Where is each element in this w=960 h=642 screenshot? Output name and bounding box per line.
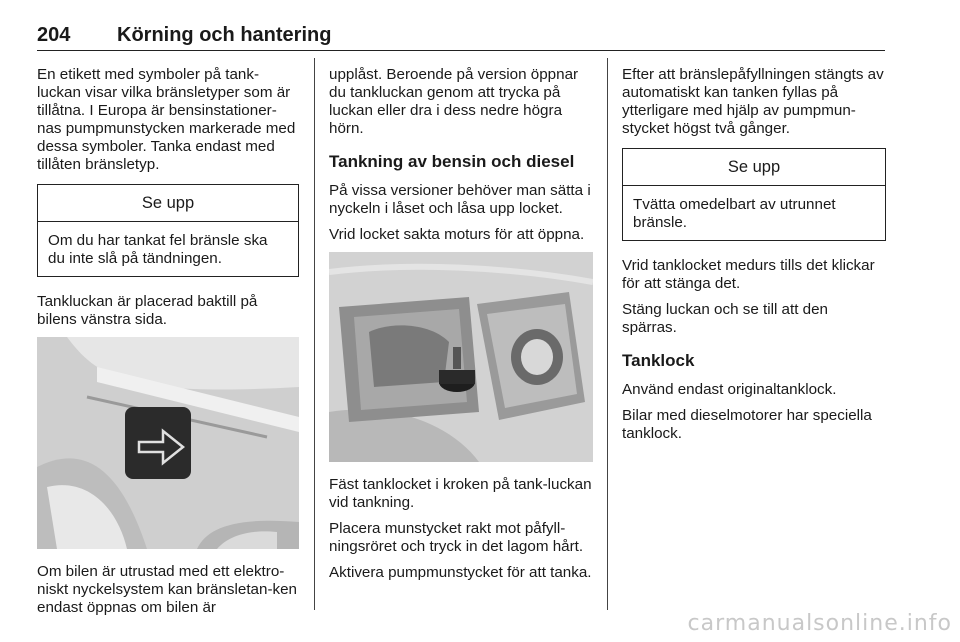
- paragraph: Om bilen är utrustad med ett elektro-niskt nyckelsystem kan bränsletan-ken endast öppnas om bilen är: [37, 563, 297, 616]
- caution-box: [37, 184, 299, 277]
- section-heading: Tanklock: [622, 351, 695, 370]
- chapter-title: Körning och hantering: [117, 24, 332, 46]
- page-number: 204: [37, 24, 71, 46]
- paragraph: En etikett med symboler på tank-luckan visar vilka bränsletyper som är tillåtna. I Europa är bensinstationer-nas pumpmunstycken markerade med dessa symboler. Tanka endast med tillåten bränsletyp.: [37, 66, 296, 173]
- caution-box: [622, 148, 886, 241]
- paragraph: Fäst tanklocket i kroken på tank-luckan vid tankning.: [329, 476, 592, 511]
- page-header: [37, 22, 885, 51]
- paragraph: upplåst. Beroende på version öppnar du tankluckan genom att trycka på luckan eller dra i dess nedre högra hörn.: [329, 66, 579, 137]
- caution-title: Se upp: [38, 185, 298, 222]
- paragraph: Efter att bränslepåfyllningen stängts av automatiskt kan tanken fyllas på ytterligare med hjälp av pumpmun-stycket högst två gånger.: [622, 66, 884, 137]
- paragraph: Vrid locket sakta moturs för att öppna.: [329, 226, 585, 243]
- column-2: [329, 66, 593, 590]
- caution-title: Se upp: [623, 149, 885, 186]
- section-heading: Tankning av bensin och diesel: [329, 152, 575, 171]
- paragraph: På vissa versioner behöver man sätta i nyckeln i låset och låsa upp locket.: [329, 182, 591, 217]
- paragraph: Placera munstycket rakt mot påfyll-ningsröret och tryck in det lagom hårt.: [329, 520, 584, 555]
- fuel-flap-location-figure: [37, 337, 299, 549]
- paragraph: Vrid tanklocket medurs tills det klickar för att stänga det.: [622, 257, 875, 292]
- fuel-cap-figure: [329, 252, 593, 462]
- caution-body: Om du har tankat fel bränsle ska du inte slå på tändningen.: [48, 232, 268, 267]
- paragraph: Aktivera pumpmunstycket för att tanka.: [329, 564, 592, 581]
- paragraph: Stäng luckan och se till att den spärras.: [622, 301, 829, 336]
- column-divider: [314, 58, 315, 610]
- paragraph: Använd endast originaltanklock.: [622, 381, 837, 398]
- column-1: [37, 66, 299, 625]
- paragraph: Bilar med dieselmotorer har speciella tanklock.: [622, 407, 872, 442]
- column-3: [622, 66, 886, 451]
- paragraph: Tankluckan är placerad baktill på bilens vänstra sida.: [37, 293, 258, 328]
- column-divider: [607, 58, 608, 610]
- caution-body: Tvätta omedelbart av utrunnet bränsle.: [633, 196, 836, 231]
- watermark: carmanualsonline.info: [687, 611, 952, 636]
